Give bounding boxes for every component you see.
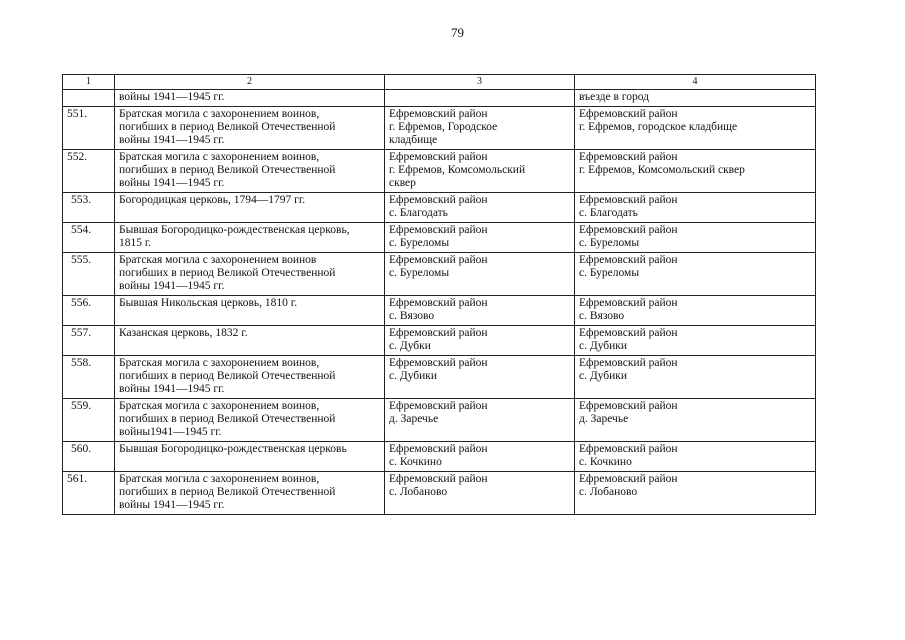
row-number: 555. (63, 253, 115, 296)
monument-location-line: с. Вязово (389, 310, 435, 322)
monument-location-line: г. Ефремов, Комсомольский (389, 164, 526, 176)
monument-address-line: въезде в город (579, 91, 650, 103)
monument-location-line: Ефремовский район (389, 151, 488, 163)
monument-address (575, 107, 816, 150)
monument-name (115, 296, 385, 326)
monument-location (385, 326, 575, 356)
table-row (63, 150, 816, 193)
monument-address (575, 223, 816, 253)
table-row (63, 356, 816, 399)
monument-location (385, 356, 575, 399)
row-number: 558. (63, 356, 115, 399)
monument-location-line: с. Буреломы (389, 267, 450, 279)
monument-name-line: войны 1941—1945 гг. (119, 383, 225, 395)
monument-location (385, 399, 575, 442)
monument-name-line: Бывшая Богородицко-рождественская церковь, (119, 224, 350, 236)
table-row (63, 326, 816, 356)
monument-address-line: Ефремовский район (579, 357, 678, 369)
monument-address-line: Ефремовский район (579, 151, 678, 163)
monument-location-line: Ефремовский район (389, 254, 488, 266)
header-col-4: 4 (575, 75, 816, 90)
monument-name-line: войны 1941—1945 гг. (119, 280, 225, 292)
monument-address-line: с. Вязово (579, 310, 625, 322)
monument-address (575, 326, 816, 356)
monument-name (115, 223, 385, 253)
monument-address-line: д. Заречье (579, 413, 629, 425)
monument-name-line: погибших в период Великой Отечественной (119, 267, 336, 279)
monument-name-line: войны 1941—1945 гг. (119, 134, 225, 146)
monument-location (385, 150, 575, 193)
monument-address-line: Ефремовский район (579, 443, 678, 455)
row-number: 552. (63, 150, 115, 193)
header-col-1: 1 (63, 75, 115, 90)
monument-name (115, 253, 385, 296)
monument-address-line: Ефремовский район (579, 327, 678, 339)
monument-location-line: с. Лобаново (389, 486, 448, 498)
monument-address-line: Ефремовский район (579, 194, 678, 206)
monument-address (575, 90, 816, 107)
monument-name-line: войны 1941—1945 гг. (119, 177, 225, 189)
monument-name (115, 193, 385, 223)
monument-location-line: кладбище (389, 134, 438, 146)
monument-address-line: с. Кочкино (579, 456, 632, 468)
table-row (63, 223, 816, 253)
monument-address-line: с. Дубики (579, 370, 628, 382)
row-number: 560. (63, 442, 115, 472)
monument-name-line: погибших в период Великой Отечественной (119, 121, 336, 133)
row-number: 559. (63, 399, 115, 442)
monument-location-line: с. Буреломы (389, 237, 450, 249)
monument-name (115, 472, 385, 515)
monument-address-line: с. Лобаново (579, 486, 638, 498)
monuments-table (62, 74, 816, 515)
monument-address-line: Ефремовский район (579, 224, 678, 236)
monument-name-line: Братская могила с захоронением воинов, (119, 400, 320, 412)
monument-name-line: 1815 г. (119, 237, 152, 249)
table-row (63, 472, 816, 515)
monument-location-line: Ефремовский район (389, 400, 488, 412)
table-row (63, 107, 816, 150)
monument-address-line: Ефремовский район (579, 108, 678, 120)
monument-name-line: Богородицкая церковь, 1794—1797 гг. (119, 194, 306, 206)
monument-address (575, 356, 816, 399)
monument-name-line: войны1941—1945 гг. (119, 426, 222, 438)
monument-name (115, 399, 385, 442)
monument-name-line: войны 1941—1945 гг. (119, 499, 225, 511)
monument-address-line: с. Благодать (579, 207, 638, 219)
header-col-2: 2 (115, 75, 385, 90)
table-row (63, 442, 816, 472)
monument-location-line: с. Кочкино (389, 456, 442, 468)
monument-address (575, 442, 816, 472)
monument-address (575, 296, 816, 326)
monument-address (575, 399, 816, 442)
monument-location-line: Ефремовский район (389, 224, 488, 236)
table-body (63, 90, 816, 515)
monument-location-line: г. Ефремов, Городское (389, 121, 498, 133)
monument-name-line: погибших в период Великой Отечественной (119, 413, 336, 425)
monument-name-line: Бывшая Богородицко-рождественская церковь (119, 443, 347, 455)
monument-name (115, 442, 385, 472)
monument-location (385, 223, 575, 253)
row-number: 556. (63, 296, 115, 326)
monument-location (385, 107, 575, 150)
monument-name-line: Бывшая Никольская церковь, 1810 г. (119, 297, 298, 309)
page-number: 79 (451, 25, 464, 40)
monument-location-line: Ефремовский район (389, 443, 488, 455)
table-header (63, 75, 816, 90)
monument-address-line: с. Дубики (579, 340, 628, 352)
monument-location-line: Ефремовский район (389, 473, 488, 485)
monument-location (385, 90, 575, 107)
table-row (63, 253, 816, 296)
monument-name (115, 356, 385, 399)
header-col-3: 3 (385, 75, 575, 90)
monument-name (115, 107, 385, 150)
row-number: 553. (63, 193, 115, 223)
monument-location-line: Ефремовский район (389, 297, 488, 309)
table-row (63, 90, 816, 107)
monument-name (115, 326, 385, 356)
header-row (63, 75, 816, 90)
monument-location-line: Ефремовский район (389, 108, 488, 120)
monument-address-line: с. Буреломы (579, 267, 640, 279)
row-number: 557. (63, 326, 115, 356)
monument-name-line: погибших в период Великой Отечественной (119, 164, 336, 176)
monument-name-line: Братская могила с захоронением воинов, (119, 108, 320, 120)
monument-name-line: погибших в период Великой Отечественной (119, 370, 336, 382)
table-row (63, 399, 816, 442)
monument-address (575, 193, 816, 223)
row-number: 561. (63, 472, 115, 515)
row-number: 551. (63, 107, 115, 150)
monument-location-line: д. Заречье (389, 413, 439, 425)
monument-location-line: с. Благодать (389, 207, 448, 219)
monument-address-line: г. Ефремов, Комсомольский сквер (579, 164, 745, 176)
monument-location (385, 253, 575, 296)
monument-location-line: с. Дубики (389, 370, 438, 382)
monument-address-line: Ефремовский район (579, 254, 678, 266)
monument-address-line: Ефремовский район (579, 473, 678, 485)
monument-name-line: Братская могила с захоронением воинов, (119, 151, 320, 163)
monument-location-line: с. Дубки (389, 340, 431, 352)
monument-address-line: Ефремовский район (579, 400, 678, 412)
monument-address (575, 253, 816, 296)
monument-name (115, 90, 385, 107)
monument-location-line: сквер (389, 177, 416, 189)
monument-address-line: с. Буреломы (579, 237, 640, 249)
monument-address (575, 472, 816, 515)
monument-name (115, 150, 385, 193)
table-row (63, 296, 816, 326)
monument-location (385, 472, 575, 515)
monument-address (575, 150, 816, 193)
monument-location (385, 442, 575, 472)
monument-location (385, 296, 575, 326)
table-row (63, 193, 816, 223)
monument-name-line: погибших в период Великой Отечественной (119, 486, 336, 498)
monument-name-line: войны 1941—1945 гг. (119, 91, 225, 103)
row-number: 554. (63, 223, 115, 253)
monument-address-line: Ефремовский район (579, 297, 678, 309)
monument-name-line: Братская могила с захоронением воинов (119, 254, 317, 266)
monument-location-line: Ефремовский район (389, 357, 488, 369)
monument-location-line: Ефремовский район (389, 327, 488, 339)
monument-name-line: Казанская церковь, 1832 г. (119, 327, 248, 339)
row-number (63, 90, 115, 107)
monument-address-line: г. Ефремов, городское кладбище (579, 121, 738, 133)
monument-name-line: Братская могила с захоронением воинов, (119, 473, 320, 485)
monument-location (385, 193, 575, 223)
monument-location-line: Ефремовский район (389, 194, 488, 206)
monument-name-line: Братская могила с захоронением воинов, (119, 357, 320, 369)
